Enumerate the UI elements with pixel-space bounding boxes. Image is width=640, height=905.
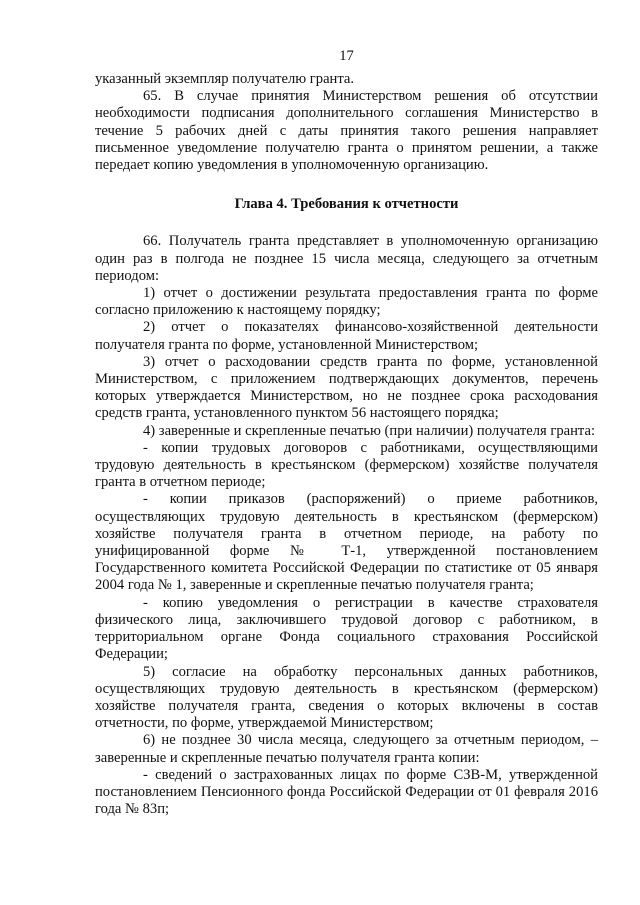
list-item-5: 5) согласие на обработку персональных данных работников, осуществляющих трудовую деятельность в крестьянском (фермерском) хозяйстве получателя гранта, сведения о которых включены в состав отчетности, по форме, утверждаемой Министерством;	[95, 663, 598, 732]
sub-item-hiring-orders: - копии приказов (распоряжений) о приеме работников, осуществляющих трудовую деятельность в крестьянском (фермерском) хозяйстве получателя гранта в отчетном периоде, на работу по унифицированной форме № Т-1, утвержденной постановлением Государственного комитета Российской Федерации по статистике от 05 января 2004 года № 1, заверенные и скрепленные печатью получателя гранта;	[95, 491, 598, 594]
list-item-4: 4) заверенные и скрепленные печатью (при наличии) получателя гранта:	[143, 422, 596, 439]
chapter-title: Глава 4. Требования к отчетности	[234, 196, 459, 213]
document-body	[95, 71, 598, 818]
document-page	[95, 0, 598, 905]
sub-item-labor-contracts: - копии трудовых договоров с работниками, осуществляющими трудовую деятельность в крестьянском (фермерском) хозяйстве получателя гранта в отчетном периоде;	[95, 439, 598, 491]
paragraph-continuation: указанный экземпляр получателю гранта.	[95, 71, 355, 87]
paragraph-65: 65. В случае принятия Министерством решения об отсутствии необходимости подписания дополнительного соглашения Министерство в течение 5 рабочих дней с даты принятия такого решения направляет письменное уведомление получателю гранта о принятом решении, а также передает копию уведомления в уполномоченную организацию.	[95, 88, 598, 174]
list-item-6: 6) не позднее 30 числа месяца, следующего за отчетным периодом, – заверенные и скрепленные печатью получателя гранта копии:	[95, 732, 598, 766]
list-item-1: 1) отчет о достижении результата предоставления гранта по форме согласно приложению к настоящему порядку;	[95, 285, 598, 319]
list-item-2: 2) отчет о показателях финансово-хозяйственной деятельности получателя гранта по форме, установленной Министерством;	[95, 319, 598, 353]
sub-item-registration-notice: - копию уведомления о регистрации в качестве страхователя физического лица, заключившего трудовой договор с работником, в территориальном органе Фонда социального страхования Российской Федерации;	[95, 594, 598, 663]
sub-item-szv-m: - сведений о застрахованных лицах по форме СЗВ-М, утвержденной постановлением Пенсионного фонда Российской Федерации от 01 февраля 2016 года № 83п;	[95, 766, 598, 818]
list-item-3: 3) отчет о расходовании средств гранта по форме, установленной Министерством, с приложением подтверждающих документов, перечень которых утверждается Министерством, но не позднее срока расходования средств гранта, установленного пунктом 56 настоящего порядка;	[95, 353, 598, 422]
page-number: 17	[339, 48, 354, 64]
paragraph-66: 66. Получатель гранта представляет в уполномоченную организацию один раз в полгода не позднее 15 числа месяца, следующего за отчетным периодом:	[95, 233, 598, 284]
